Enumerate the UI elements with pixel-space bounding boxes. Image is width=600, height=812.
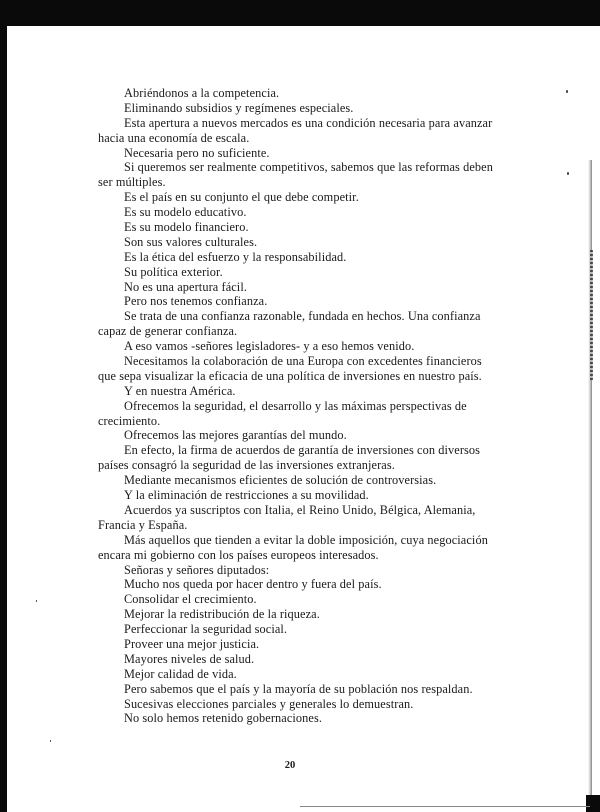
text-line: No es una apertura fácil.: [124, 279, 248, 294]
text-line: Necesaria pero no suficiente.: [124, 145, 270, 160]
text-line: Más aquellos que tienden a evitar la doble imposición, cuya negociación: [124, 532, 488, 547]
text-line: En efecto, la firma de acuerdos de garantía de inversiones con diversos: [124, 443, 481, 458]
text-line: Proveer una mejor justicia.: [124, 636, 260, 651]
text-line: Ofrecemos la seguridad, el desarrollo y las máximas perspectivas de: [124, 398, 467, 413]
page-number: 20: [284, 760, 296, 771]
text-line: Consolidar el crecimiento.: [124, 592, 257, 607]
text-line: Ofrecemos las mejores garantías del mundo.: [124, 428, 347, 443]
text-line: Francia y España.: [98, 517, 188, 532]
text-line: hacia una economía de escala.: [98, 130, 250, 145]
text-line: Necesitamos la colaboración de una Europa con excedentes financieros: [124, 354, 482, 369]
text-line: encara mi gobierno con los países europeos interesados.: [98, 547, 379, 562]
text-line: Pero nos tenemos confianza.: [124, 294, 268, 309]
text-line: países consagró la seguridad de las inversiones extranjeras.: [98, 458, 395, 473]
text-line: Mucho nos queda por hacer dentro y fuera del país.: [124, 577, 382, 592]
text-line: Y la eliminación de restricciones a su movilidad.: [124, 488, 369, 503]
text-line: Es su modelo educativo.: [124, 205, 247, 220]
text-line: Es su modelo financiero.: [124, 220, 249, 235]
text-line: ser múltiples.: [98, 175, 166, 190]
scan-speck: [50, 740, 51, 742]
text-line: Señoras y señores diputados:: [124, 562, 270, 577]
text-line: Mejorar la redistribución de la riqueza.: [124, 607, 320, 622]
text-line: Mayores niveles de salud.: [124, 651, 255, 666]
text-line: Es la ética del esfuerzo y la responsabilidad.: [124, 249, 347, 264]
document-body-text: [0, 86, 600, 726]
text-line: Sucesivas elecciones parciales y generales lo demuestran.: [124, 696, 414, 711]
text-line: Es el país en su conjunto el que debe competir.: [124, 190, 359, 205]
text-line: No solo hemos retenido gobernaciones.: [124, 711, 323, 726]
text-line: Y en nuestra América.: [124, 383, 236, 398]
text-line: Esta apertura a nuevos mercados es una condición necesaria para avanzar: [124, 115, 493, 130]
text-line: Pero sabemos que el país y la mayoría de su población nos respaldan.: [124, 681, 473, 696]
text-line: Mediante mecanismos eficientes de solución de controversias.: [124, 473, 437, 488]
text-line: A eso vamos -señores legisladores- y a eso hemos venido.: [124, 339, 415, 354]
scan-bottom-right-corner: [586, 795, 600, 812]
text-line: Se trata de una confianza razonable, fundada en hechos. Una confianza: [124, 309, 481, 324]
text-line: Abriéndonos a la competencia.: [124, 86, 280, 100]
text-line: Eliminando subsidios y regímenes especiales.: [124, 100, 354, 115]
text-line: que sepa visualizar la eficacia de una política de inversiones en nuestro país.: [98, 368, 482, 383]
text-line: Son sus valores culturales.: [124, 234, 258, 249]
scan-bottom-edge: [300, 806, 590, 807]
text-line: Mejor calidad de vida.: [124, 666, 237, 681]
text-line: Su política exterior.: [124, 264, 223, 279]
text-line: crecimiento.: [98, 413, 161, 428]
text-line: Si queremos ser realmente competitivos, sabemos que las reformas deben: [124, 160, 493, 175]
text-line: capaz de generar confianza.: [98, 324, 238, 339]
text-line: Perfeccionar la seguridad social.: [124, 622, 288, 637]
scan-top-border: [0, 0, 600, 26]
text-line: Acuerdos ya suscriptos con Italia, el Reino Unido, Bélgica, Alemania,: [124, 502, 476, 517]
